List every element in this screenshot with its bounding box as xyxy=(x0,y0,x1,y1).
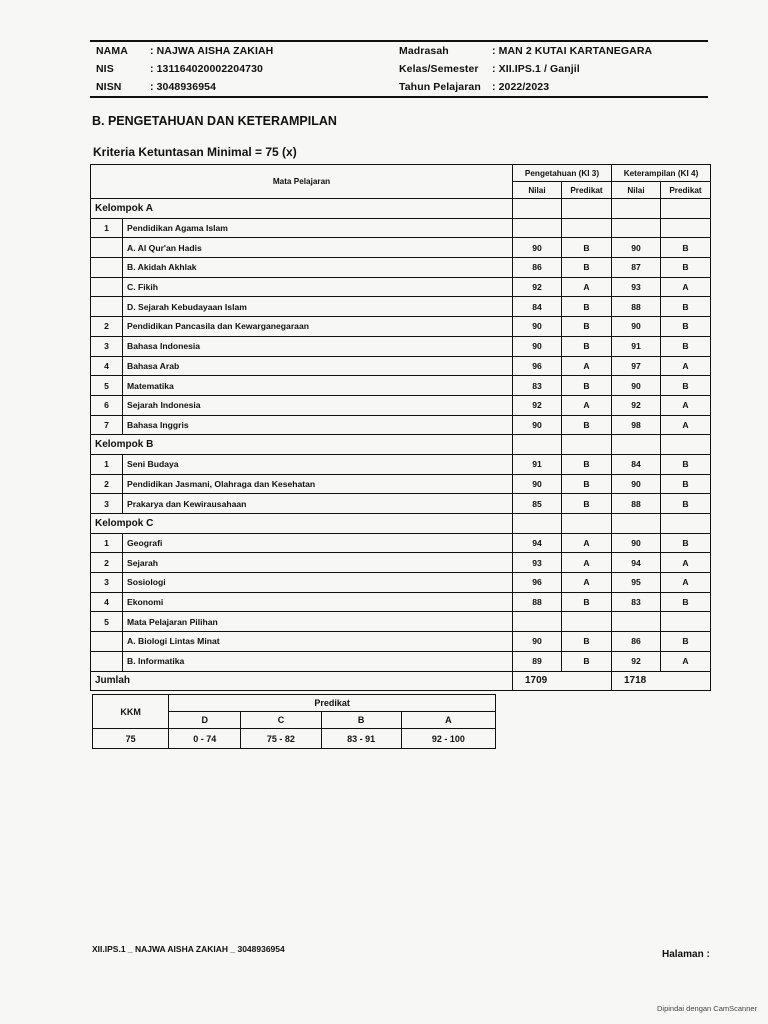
nilai-ki3: 85 xyxy=(513,494,562,514)
nilai-ki3: 90 xyxy=(513,238,562,258)
predikat-ki4: A xyxy=(661,356,711,376)
predikat-ki3: A xyxy=(562,533,612,553)
nilai-ki4: 92 xyxy=(612,651,661,671)
nilai-ki3: 93 xyxy=(513,553,562,573)
nilai-ki3: 92 xyxy=(513,395,562,415)
empty-cell xyxy=(562,199,612,219)
nilai-ki4: 94 xyxy=(612,553,661,573)
empty-cell xyxy=(562,514,612,534)
predikat-table xyxy=(92,694,496,749)
table-row xyxy=(91,336,711,356)
row-number: 6 xyxy=(91,395,123,415)
nilai-ki3: 94 xyxy=(513,533,562,553)
subject-name: Sosiologi xyxy=(123,573,513,593)
nilai-ki4: 86 xyxy=(612,632,661,652)
group-row xyxy=(91,514,711,534)
grade-c: C xyxy=(241,712,321,729)
predikat-ki4 xyxy=(661,612,711,632)
table-row xyxy=(91,573,711,593)
row-number: 1 xyxy=(91,454,123,474)
kelas-value: : XII.IPS.1 / Ganjil xyxy=(492,63,580,75)
row-number: 2 xyxy=(91,474,123,494)
nilai-ki4: 91 xyxy=(612,336,661,356)
table-row xyxy=(91,218,711,238)
header-predikat-ki4: Predikat xyxy=(661,182,711,199)
subject-name: D. Sejarah Kebudayaan Islam xyxy=(123,297,513,317)
nilai-ki4: 83 xyxy=(612,592,661,612)
kkm-value: 75 xyxy=(93,729,169,749)
nilai-ki4: 90 xyxy=(612,533,661,553)
table-row xyxy=(91,317,711,337)
nisn-label: NISN xyxy=(96,81,122,93)
nilai-ki4: 97 xyxy=(612,356,661,376)
empty-cell xyxy=(612,514,661,534)
madrasah-label: Madrasah xyxy=(399,45,449,57)
nilai-ki4: 90 xyxy=(612,376,661,396)
predikat-ki4: B xyxy=(661,317,711,337)
grade-d: D xyxy=(169,712,241,729)
kkm-label: KKM xyxy=(93,695,169,729)
row-number xyxy=(91,258,123,278)
nilai-ki4: 88 xyxy=(612,297,661,317)
row-number: 1 xyxy=(91,533,123,553)
table-row xyxy=(91,494,711,514)
predikat-ki3: B xyxy=(562,474,612,494)
kkm-title: Kriteria Ketuntasan Minimal = 75 (x) xyxy=(93,145,297,159)
tahun-label: Tahun Pelajaran xyxy=(399,81,481,93)
table-row xyxy=(91,533,711,553)
predikat-ki4: A xyxy=(661,651,711,671)
subject-name: Geografi xyxy=(123,533,513,553)
predikat-ki3: B xyxy=(562,454,612,474)
predikat-ki3: B xyxy=(562,632,612,652)
empty-cell xyxy=(612,435,661,455)
nilai-ki3 xyxy=(513,218,562,238)
kelas-label: Kelas/Semester xyxy=(399,63,479,75)
predikat-ki4: B xyxy=(661,632,711,652)
predikat-ki3: B xyxy=(562,317,612,337)
subject-name: C. Fikih xyxy=(123,277,513,297)
madrasah-value: : MAN 2 KUTAI KARTANEGARA xyxy=(492,45,653,57)
row-number: 7 xyxy=(91,415,123,435)
header-nilai-ki3: Nilai xyxy=(513,182,562,199)
table-row xyxy=(91,415,711,435)
empty-cell xyxy=(513,435,562,455)
nilai-ki4: 84 xyxy=(612,454,661,474)
subject-name: Matematika xyxy=(123,376,513,396)
nis-value: : 131164020002204730 xyxy=(150,63,263,75)
nilai-ki4 xyxy=(612,612,661,632)
table-row xyxy=(91,553,711,573)
grade-b: B xyxy=(321,712,401,729)
nilai-ki3: 91 xyxy=(513,454,562,474)
footer-student-id: XII.IPS.1 _ NAJWA AISHA ZAKIAH _ 3048936954 xyxy=(92,944,285,954)
subject-name: B. Informatika xyxy=(123,651,513,671)
predikat-ki4: B xyxy=(661,474,711,494)
predikat-ki3: B xyxy=(562,376,612,396)
nilai-ki3: 88 xyxy=(513,592,562,612)
nilai-ki3: 90 xyxy=(513,317,562,337)
row-number xyxy=(91,651,123,671)
subject-name: Pendidikan Pancasila dan Kewarganegaraan xyxy=(123,317,513,337)
tahun-value: : 2022/2023 xyxy=(492,81,550,93)
predikat-ki4: B xyxy=(661,238,711,258)
predikat-ki3: B xyxy=(562,238,612,258)
header-predikat-ki3: Predikat xyxy=(562,182,612,199)
empty-cell xyxy=(661,435,711,455)
predikat-ki3: B xyxy=(562,297,612,317)
predikat-ki3 xyxy=(562,612,612,632)
subject-name: Bahasa Indonesia xyxy=(123,336,513,356)
predikat-ki4: A xyxy=(661,553,711,573)
total-ki4: 1718 xyxy=(612,671,711,691)
nilai-ki4: 93 xyxy=(612,277,661,297)
nilai-ki3: 96 xyxy=(513,573,562,593)
predikat-ki4: A xyxy=(661,415,711,435)
nisn-value: : 3048936954 xyxy=(150,81,217,93)
empty-cell xyxy=(661,199,711,219)
predikat-ki4: B xyxy=(661,592,711,612)
row-number: 1 xyxy=(91,218,123,238)
empty-cell xyxy=(612,199,661,219)
grades-body xyxy=(91,199,711,691)
total-row xyxy=(91,671,711,691)
header-nilai-ki4: Nilai xyxy=(612,182,661,199)
predikat-label: Predikat xyxy=(169,695,496,712)
nama-value: : NAJWA AISHA ZAKIAH xyxy=(150,45,274,57)
row-number xyxy=(91,238,123,258)
predikat-ki4: B xyxy=(661,258,711,278)
footer-page-label: Halaman : xyxy=(662,949,710,960)
row-number: 4 xyxy=(91,592,123,612)
total-ki3: 1709 xyxy=(513,671,612,691)
nilai-ki3: 84 xyxy=(513,297,562,317)
scanner-watermark: Dipindai dengan CamScanner xyxy=(657,1004,758,1013)
subject-name: Seni Budaya xyxy=(123,454,513,474)
table-row xyxy=(91,376,711,396)
row-number: 2 xyxy=(91,317,123,337)
row-number: 3 xyxy=(91,573,123,593)
range-b: 83 - 91 xyxy=(321,729,401,749)
subject-name: Bahasa Arab xyxy=(123,356,513,376)
table-row xyxy=(91,356,711,376)
predikat-ki3: B xyxy=(562,336,612,356)
header-mapel: Mata Pelajaran xyxy=(91,165,513,199)
subject-name: Sejarah xyxy=(123,553,513,573)
nilai-ki3: 90 xyxy=(513,415,562,435)
predikat-ki4: B xyxy=(661,297,711,317)
nilai-ki3: 89 xyxy=(513,651,562,671)
nilai-ki3: 90 xyxy=(513,474,562,494)
group-label: Kelompok A xyxy=(91,199,513,219)
nilai-ki4: 88 xyxy=(612,494,661,514)
table-row xyxy=(91,632,711,652)
table-row xyxy=(91,258,711,278)
predikat-ki3: A xyxy=(562,277,612,297)
subject-name: B. Akidah Akhlak xyxy=(123,258,513,278)
row-number: 2 xyxy=(91,553,123,573)
nilai-ki3: 90 xyxy=(513,336,562,356)
table-row xyxy=(91,297,711,317)
predikat-ki3 xyxy=(562,218,612,238)
subject-name: A. Biologi Lintas Minat xyxy=(123,632,513,652)
nilai-ki4: 87 xyxy=(612,258,661,278)
nilai-ki4: 92 xyxy=(612,395,661,415)
row-number xyxy=(91,632,123,652)
predikat-ki3: B xyxy=(562,415,612,435)
nilai-ki3: 92 xyxy=(513,277,562,297)
section-title: B. PENGETAHUAN DAN KETERAMPILAN xyxy=(92,114,337,128)
row-number: 4 xyxy=(91,356,123,376)
table-row xyxy=(91,612,711,632)
range-c: 75 - 82 xyxy=(241,729,321,749)
group-label: Kelompok C xyxy=(91,514,513,534)
nilai-ki4: 90 xyxy=(612,474,661,494)
empty-cell xyxy=(661,514,711,534)
nilai-ki3: 86 xyxy=(513,258,562,278)
row-number xyxy=(91,277,123,297)
group-row xyxy=(91,199,711,219)
row-number: 3 xyxy=(91,494,123,514)
row-number: 5 xyxy=(91,612,123,632)
header-top-rule xyxy=(90,40,708,42)
empty-cell xyxy=(513,514,562,534)
nilai-ki4: 95 xyxy=(612,573,661,593)
table-row xyxy=(91,454,711,474)
nilai-ki3: 90 xyxy=(513,632,562,652)
nilai-ki4: 90 xyxy=(612,317,661,337)
nilai-ki3: 83 xyxy=(513,376,562,396)
predikat-ki4: A xyxy=(661,395,711,415)
table-row xyxy=(91,651,711,671)
table-row xyxy=(91,474,711,494)
nilai-ki4 xyxy=(612,218,661,238)
header-pengetahuan: Pengetahuan (KI 3) xyxy=(513,165,612,182)
nilai-ki4: 98 xyxy=(612,415,661,435)
predikat-ki4: B xyxy=(661,533,711,553)
predikat-ki3: A xyxy=(562,356,612,376)
predikat-ki4: B xyxy=(661,454,711,474)
predikat-ki3: A xyxy=(562,573,612,593)
predikat-ki4 xyxy=(661,218,711,238)
predikat-ki4: A xyxy=(661,573,711,593)
table-row xyxy=(91,238,711,258)
table-row xyxy=(91,395,711,415)
predikat-ki3: B xyxy=(562,258,612,278)
row-number: 3 xyxy=(91,336,123,356)
row-number: 5 xyxy=(91,376,123,396)
nama-label: NAMA xyxy=(96,45,128,57)
group-row xyxy=(91,435,711,455)
header-keterampilan: Keterampilan (KI 4) xyxy=(612,165,711,182)
predikat-ki4: B xyxy=(661,336,711,356)
range-d: 0 - 74 xyxy=(169,729,241,749)
nilai-ki3 xyxy=(513,612,562,632)
table-row xyxy=(91,592,711,612)
subject-name: Sejarah Indonesia xyxy=(123,395,513,415)
nilai-ki3: 96 xyxy=(513,356,562,376)
predikat-ki4: B xyxy=(661,494,711,514)
grades-table xyxy=(90,164,711,691)
subject-name: Prakarya dan Kewirausahaan xyxy=(123,494,513,514)
table-row xyxy=(91,277,711,297)
group-label: Kelompok B xyxy=(91,435,513,455)
subject-name: Pendidikan Jasmani, Olahraga dan Kesehatan xyxy=(123,474,513,494)
range-a: 92 - 100 xyxy=(401,729,495,749)
empty-cell xyxy=(513,199,562,219)
subject-name: Pendidikan Agama Islam xyxy=(123,218,513,238)
nis-label: NIS xyxy=(96,63,114,75)
header-bottom-rule xyxy=(90,96,708,98)
predikat-ki4: A xyxy=(661,277,711,297)
subject-name: Mata Pelajaran Pilihan xyxy=(123,612,513,632)
predikat-ki3: B xyxy=(562,651,612,671)
subject-name: A. Al Qur'an Hadis xyxy=(123,238,513,258)
subject-name: Ekonomi xyxy=(123,592,513,612)
empty-cell xyxy=(562,435,612,455)
predikat-ki3: A xyxy=(562,395,612,415)
nilai-ki4: 90 xyxy=(612,238,661,258)
predikat-ki3: B xyxy=(562,592,612,612)
predikat-ki3: A xyxy=(562,553,612,573)
subject-name: Bahasa Inggris xyxy=(123,415,513,435)
grade-a: A xyxy=(401,712,495,729)
predikat-ki3: B xyxy=(562,494,612,514)
row-number xyxy=(91,297,123,317)
predikat-ki4: B xyxy=(661,376,711,396)
total-label: Jumlah xyxy=(91,671,513,691)
